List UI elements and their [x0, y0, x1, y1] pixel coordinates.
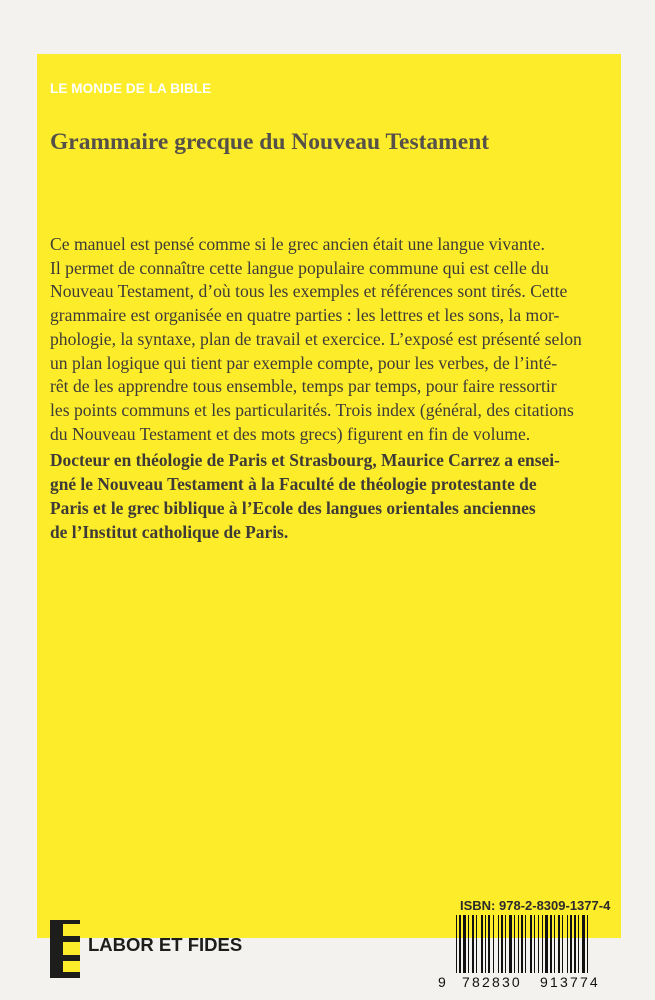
barcode-bar — [505, 915, 506, 973]
barcode-bar — [525, 915, 526, 973]
barcode-bar — [587, 915, 588, 973]
isbn-text: ISBN: 978-2-8309-1377-4 — [460, 898, 611, 913]
barcode-bar — [534, 915, 535, 973]
barcode-bar — [501, 915, 503, 973]
barcode-bar — [463, 915, 466, 973]
publisher-name: LABOR ET FIDES — [88, 934, 243, 955]
barcode-bar — [493, 915, 494, 973]
barcode-right-digits: 913774 — [540, 974, 600, 990]
book-title: Grammaire grecque du Nouveau Testament — [50, 129, 490, 155]
barcode-icon — [436, 915, 620, 990]
series-label: LE MONDE DE LA BIBLE — [50, 81, 212, 96]
description-paragraph — [50, 233, 606, 446]
barcode-bar — [538, 915, 539, 973]
barcode-bar — [570, 915, 572, 973]
description-line: Il permet de connaître cette langue populaire commune qui est celle du — [50, 257, 549, 278]
author-line: Docteur en théologie de Paris et Strasbourg, Maurice Carrez a ensei- — [50, 450, 560, 470]
barcode-bar — [558, 915, 560, 973]
barcode-bar — [562, 915, 563, 973]
description-line — [50, 280, 606, 304]
description-line: rêt de les apprendre tous ensemble, temps par temps, pour faire ressortir — [50, 376, 557, 397]
barcode-bar — [542, 915, 543, 973]
barcode-bar — [476, 915, 477, 973]
barcode-bar — [521, 915, 523, 973]
barcode-bar — [509, 915, 512, 973]
author-bio — [50, 448, 606, 544]
barcode-bar — [567, 915, 568, 973]
barcode-bar — [530, 915, 532, 973]
barcode-bar — [550, 915, 552, 973]
barcode-left-digits: 782830 — [462, 974, 522, 990]
description-line: un plan logique qui tient par exemple compte, pour les verbes, de l’inté- — [50, 352, 558, 373]
barcode-bar — [468, 915, 469, 973]
description-line: grammaire est organisée en quatre parties : les lettres et les sons, la mor- — [50, 305, 560, 326]
barcode-first-digit: 9 — [438, 974, 446, 990]
barcode-bar — [481, 915, 483, 973]
description-line: du Nouveau Testament et des mots grecs) figurent en fin de volume. — [50, 423, 531, 444]
description-line-tail: Cette — [530, 281, 568, 302]
author-line: gné le Nouveau Testament à la Faculté de théologie protestante de — [50, 474, 537, 494]
barcode-bar — [545, 915, 548, 973]
barcode-bar — [498, 915, 499, 973]
barcode-bar — [554, 915, 555, 973]
author-line: de l’Institut catholique de Paris. — [50, 522, 289, 542]
barcode-bar — [518, 915, 519, 973]
barcode-bar — [488, 915, 490, 973]
description-line: phologie, la syntaxe, plan de travail et exercice. L’exposé est présenté selon — [50, 328, 582, 349]
barcode-bar — [574, 915, 576, 973]
description-line: les points communs et les particularités. Trois index (général, des citations — [50, 399, 574, 420]
barcode-bar — [485, 915, 486, 973]
description-line-text: Nouveau Testament, d’où tous les exemples et références sont tirés. — [50, 281, 526, 302]
barcode-bar — [456, 915, 457, 973]
barcode-bar — [578, 915, 579, 973]
publisher-logo-icon — [50, 920, 80, 978]
description-line: Ce manuel est pensé comme si le grec ancien était une langue vivante. — [50, 234, 545, 254]
barcode-bar — [459, 915, 461, 973]
author-line: Paris et le grec biblique à l’Ecole des langues orientales anciennes — [50, 498, 536, 518]
barcode-bar — [582, 915, 585, 973]
barcode-bar — [514, 915, 515, 973]
barcode-bar — [472, 915, 474, 973]
